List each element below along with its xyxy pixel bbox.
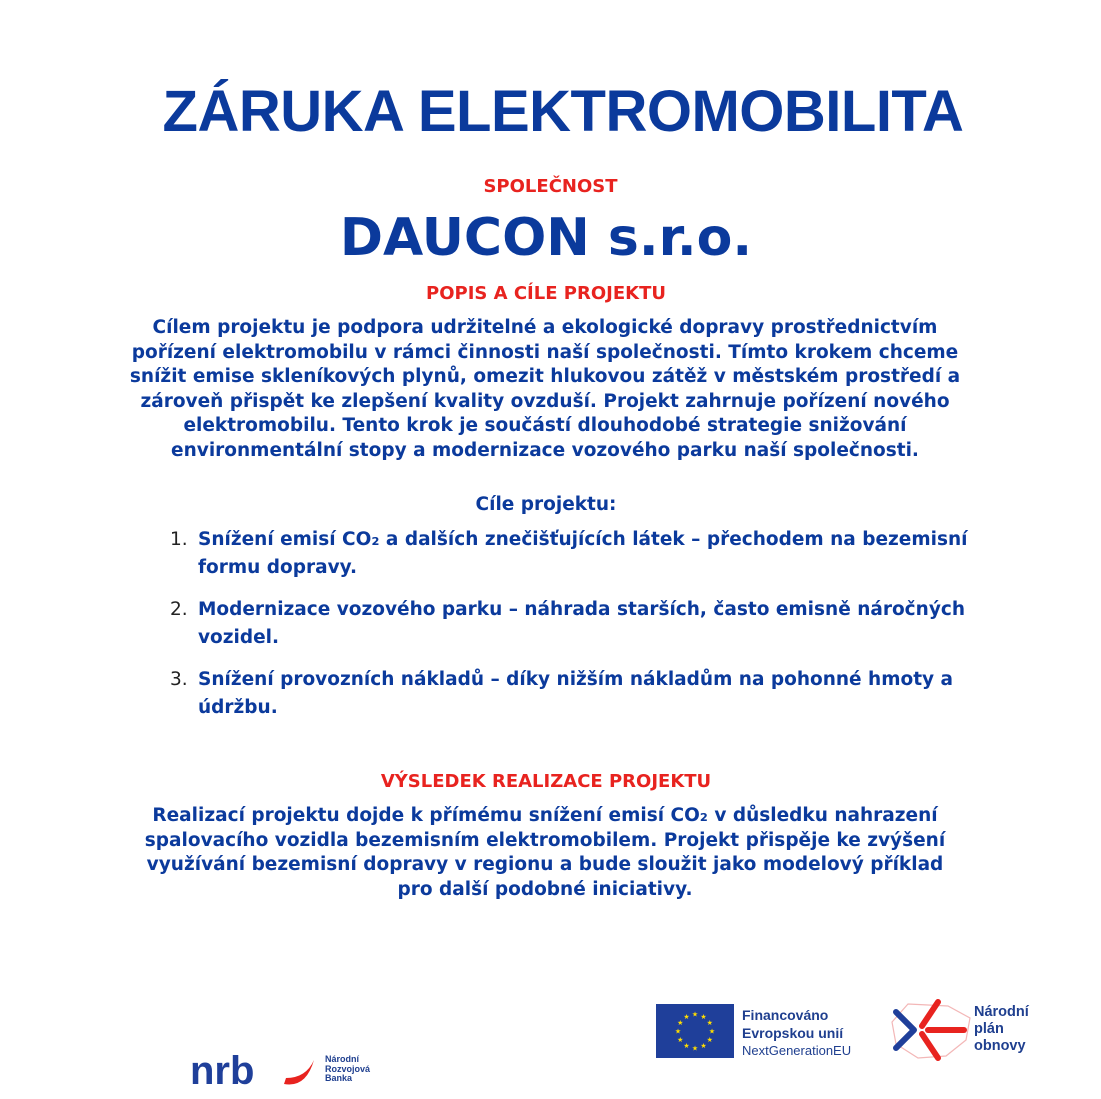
- result-heading: VÝSLEDEK REALIZACE PROJEKTU: [380, 771, 712, 792]
- eu-line: Financováno: [742, 1007, 829, 1023]
- goal-text: Snížení provozních nákladů – díky nižším nákladům na pohonné hmoty a údržbu.: [198, 669, 954, 718]
- nrb-line: Banka: [325, 1073, 353, 1083]
- eu-text: [742, 1006, 851, 1060]
- eu-star-icon: ★: [674, 1027, 682, 1036]
- description-heading: POPIS A CÍLE PROJEKTU: [426, 283, 666, 304]
- npo-mark-icon: [888, 996, 974, 1066]
- eu-line: Evropskou unií: [742, 1025, 844, 1041]
- nrb-line: Národní: [325, 1054, 360, 1064]
- npo-text: [974, 1004, 1029, 1055]
- goal-text: Modernizace vozového parku – náhrada starších, často emisně náročných vozidel.: [198, 599, 966, 648]
- npo-line: Národní: [974, 1004, 1029, 1020]
- page-title: ZÁRUKA ELEKTROMOBILITA: [162, 79, 964, 144]
- npo-line: obnovy: [974, 1038, 1026, 1054]
- npo-logo: [888, 996, 1058, 1066]
- company-name: DAUCON s.r.o.: [339, 208, 753, 268]
- goal-number: 2.: [170, 599, 188, 620]
- eu-line: NextGenerationEU: [742, 1043, 852, 1058]
- goal-item: [170, 526, 970, 582]
- eu-star-icon: ★: [683, 1042, 690, 1051]
- nrb-logo-icon: [188, 1048, 318, 1094]
- result-text: Realizací projektu dojde k přímému snížení emisí CO₂ v důsledku nahrazení spalovacího vozidla bezemisním elektromobilem. Projekt přispěje ke zvýšení využívání bezemisní dopravy v regionu a bude sloužit jako modelový příklad pro další podobné iniciativy.: [144, 805, 946, 900]
- eu-star-icon: ★: [677, 1036, 684, 1044]
- eu-star-icon: ★: [706, 1036, 713, 1044]
- goal-number: 3.: [170, 669, 188, 690]
- eu-star-icon: ★: [700, 1012, 707, 1021]
- company-label: SPOLEČNOST: [483, 176, 618, 197]
- eu-star-icon: ★: [683, 1012, 690, 1021]
- eu-star-icon: ★: [700, 1042, 707, 1051]
- npo-line: plán: [974, 1021, 1004, 1037]
- goal-text: Snížení emisí CO₂ a dalších znečišťujících látek – přechodem na bezemisní formu dopravy.: [198, 529, 968, 578]
- eu-star-icon: ★: [706, 1019, 713, 1027]
- nrb-line: Rozvojová: [325, 1063, 371, 1074]
- goal-item: [170, 666, 970, 722]
- nrb-text: [325, 1055, 370, 1084]
- eu-flag-icon: [656, 1004, 734, 1058]
- eu-star-icon: ★: [691, 1044, 699, 1053]
- eu-star-icon: ★: [677, 1019, 684, 1027]
- eu-funding-logo: [656, 1004, 864, 1062]
- eu-star-icon: ★: [708, 1027, 716, 1036]
- eu-star-icon: ★: [691, 1010, 699, 1019]
- nrb-wordmark: nrb: [190, 1049, 255, 1093]
- goal-number: 1.: [170, 529, 188, 550]
- goals-heading: Cíle projektu:: [475, 494, 617, 515]
- nrb-logo: [188, 1048, 408, 1094]
- goal-item: [170, 596, 970, 652]
- description-text: Cílem projektu je podpora udržitelné a ekologické dopravy prostřednictvím pořízení elektromobilu v rámci činnosti naší společnosti. Tímto krokem chceme snížit emise skleníkových plynů, omezit hlukovou zátěž v městském prostředí a zároveň přispět ke zlepšení kvality ovzduší. Projekt zahrnuje pořízení nového elektromobilu. Tento krok je součástí dlouhodobé strategie snižování environmentální stopy a modernizace vozového parku naší společnosti.: [129, 317, 961, 461]
- goals-list: [170, 526, 970, 736]
